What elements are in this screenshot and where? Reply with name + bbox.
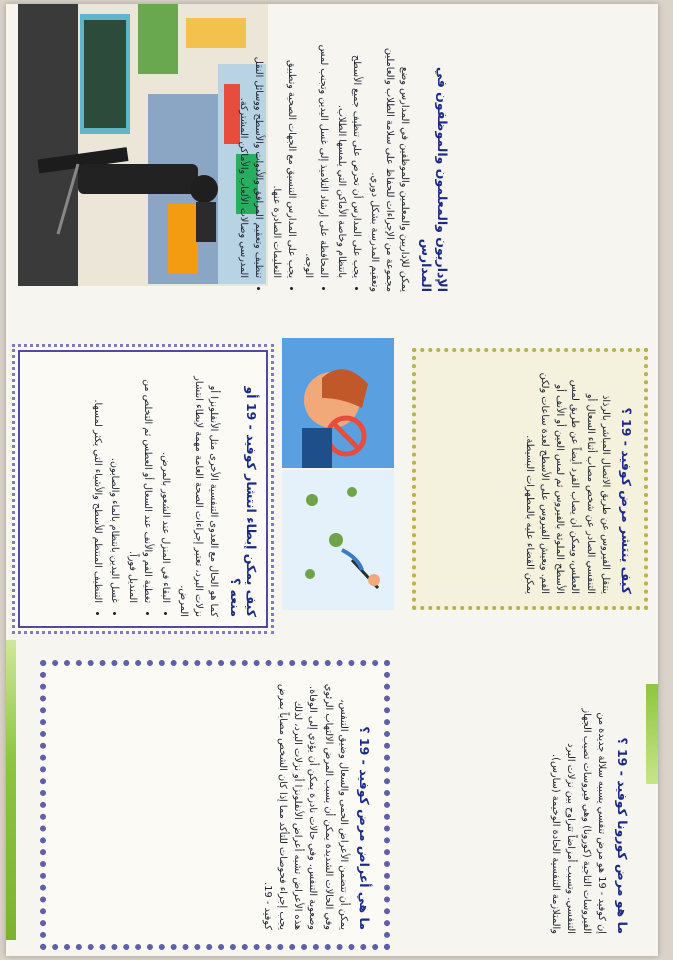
disinfection-intro: يمكن للإداريين والمعلمين والموظفين في المدارس وضع مجموعة من الإجراءات للحفاظ على سلامة الطلاب والعاملين وتعقيم المدرسة بشكل دوري. (369, 47, 411, 292)
classroom-photo-art (18, 4, 268, 286)
no-virus-illustration (282, 470, 394, 610)
green-band-bottom (6, 640, 16, 940)
what-title: ما هو مرض كورونا كوفيد - 19 ؟ (615, 737, 630, 934)
panel-what (400, 694, 636, 944)
list-item: • يجب على المدارس أن تحرص على تنظيف جميع الأسطح بانتظام وخاصة الأماكن التي يلمسها الطلاب. (333, 32, 363, 278)
panel-prevent (12, 344, 274, 634)
list-item: • البقاء في المنزل عند الشعور بالمرض. (157, 361, 172, 603)
prevent-intro: كما هو الحال مع العدوى التنفسية الأخرى مثل الأنفلونزا أو نزلات البرد، تعتبر إجراءات الصحة العامة مهمة لإبطاء انتشار المرض. (178, 376, 220, 617)
cough-icon (282, 338, 394, 468)
panel-symptoms (40, 660, 390, 950)
panel-disinfection (237, 24, 452, 300)
list-item: • التنظيف المنتظم للأسطح والأشياء التي يكثر لمسها. (89, 361, 104, 603)
cough-illustration (282, 338, 394, 468)
symptoms-body: يمكن أن تتضمن الأعراض الحمى والسعال وضيق التنفس، وفي الحالات الشديدة يمكن أن يسبب المرض الالتهاب الرئوي وصعوبة التنفس. وفي حالات نادرة يمكن أن يؤدي إلى الوفاة. هذه الأعراض تشبه أعراض الأنفلونزا أو نزلات البرد، لذلك يجب إجراء فحوصات للتأكد مما إذا كان الشخص مصاباً بمرض كوفيد - 19. (261, 683, 349, 930)
prevent-list (89, 361, 172, 617)
panel-spread (412, 348, 648, 610)
flyer-sheet (6, 4, 658, 956)
list-item: • تغطية الفم والأنف عند السعال أو العطس ثم التخلص من المنديل فوراً. (124, 361, 154, 603)
disinfection-title: الإداريون والمعلمون والموظفون في المدارس (418, 67, 450, 292)
list-item: • المحافظة على إرشاد التلاميذ إلى غسل اليدين وتجنب لمس الوجه. (301, 32, 331, 278)
list-item: • تنظيف وتعقيم المرافق والأدوات والأسطح ووسائل النقل المدرسي وصالات الألعاب والأماكن المشتركة. (235, 32, 265, 278)
symptoms-title: ما هي أعراض مرض كوفيد - 19 ؟ (357, 726, 372, 930)
list-item: • غسل اليدين بانتظام بالماء والصابون. (107, 361, 122, 603)
spread-title: كيف ينتشر مرض كوفيد - 19 ؟ (619, 407, 634, 594)
disinfection-list (235, 32, 363, 292)
prevent-title: كيف يمكن إبطاء انتشار كوفيد - 19 أو منعه ؟ (227, 386, 259, 617)
green-band-right (646, 684, 658, 784)
virus-icon (282, 470, 394, 610)
what-body: إن كوفيد - 19 هو مرض تنفسي يسببه سلالة جديدة من الفيروسات التاجية (كورونا) وهي فيروسات تصيب الجهاز التنفسي. وتسبب أمراضاً تتراوح بين نزلات البرد والمتلازمة التنفسية الحادة الوخيمة (سارس). (550, 708, 607, 934)
list-item: • يجب على المدارس التنسيق مع الجهات الصحية وتطبيق التعليمات الصادرة عنها. (268, 32, 298, 278)
classroom-disinfection-photo (18, 4, 268, 286)
spread-body: ينتقل الفيروس عن طريق الاتصال المباشر بالرذاذ التنفسي الصادر عن شخص مصاب أثناء السعال أو العطس، ويمكن أن يصاب الفرد أيضاً عن طريق لمس الأسطح الملوثة بالفيروس ثم لمس العين أو الأنف أو الفم. ويعيش الفيروس على الأسطح لعدة ساعات ولكن يمكن القضاء عليه بالمطهرات البسيطة. (523, 372, 611, 594)
